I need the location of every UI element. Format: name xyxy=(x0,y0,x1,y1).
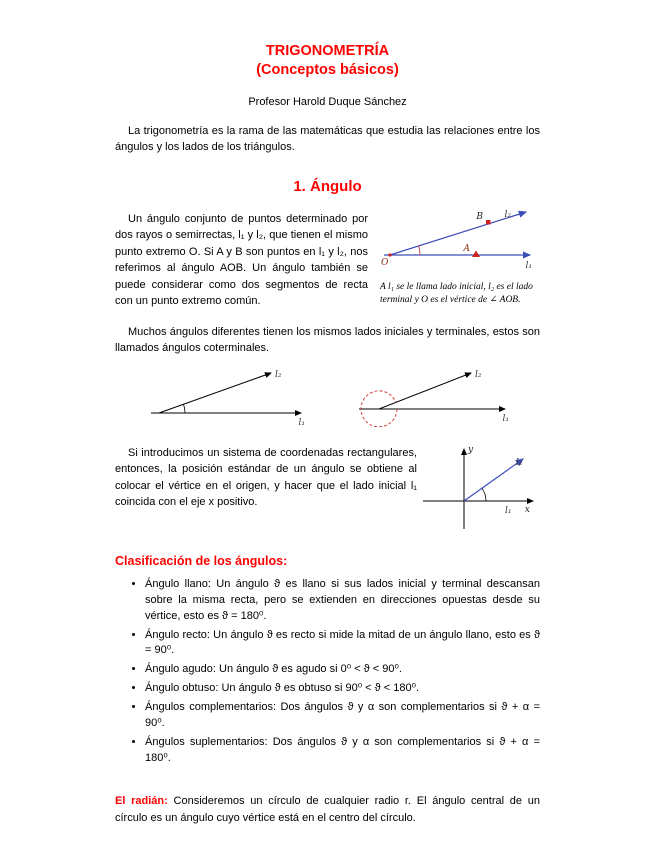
angle-arc xyxy=(419,245,420,254)
angle-arc xyxy=(482,488,486,501)
l1-label: l₁ xyxy=(502,413,509,424)
standard-position-paragraph: Si introducimos un sistema de coordenadas rectangulares, entonces, la posición estándar de un ángulo se obtiene al colocar el vértice en el origen, y hacer que el lado inicial l₁ coincida con el eje x positivo. xyxy=(115,446,417,509)
l1-label: l₁ xyxy=(525,260,532,271)
l1-label: l₁ xyxy=(298,417,305,427)
standard-position-row xyxy=(115,445,540,538)
y-axis-label: y xyxy=(468,444,474,455)
l2-label: l₂ xyxy=(474,369,481,380)
angle-arc xyxy=(183,404,185,413)
terminal-side-ray xyxy=(464,459,523,501)
classification-item-complementarios: • Ángulos complementarios: Dos ángulos ϑ y α son complementarios si ϑ + α = 90⁰. xyxy=(145,700,540,732)
l2-label: l₂ xyxy=(274,369,281,380)
terminal-side-ray xyxy=(379,373,471,409)
l1-label: l₁ xyxy=(505,505,512,516)
coterminal-figures xyxy=(115,367,540,427)
radian-text: Consideremos un círculo de cualquier radio r. El ángulo central de un círculo es un ángulo cuyo vértice está en el centro del círculo. xyxy=(115,795,540,824)
coordinate-figure xyxy=(417,441,542,533)
point-a-label: A xyxy=(463,243,470,254)
point-b-label: B xyxy=(476,211,483,222)
terminal-side-ray xyxy=(159,373,271,413)
classification-item-obtuso: • Ángulo obtuso: Un ángulo ϑ es obtuso si 90⁰ < ϑ < 180⁰. xyxy=(145,681,540,697)
angle-definition-row xyxy=(115,211,540,310)
x-axis-label: x xyxy=(524,504,530,515)
author-line: Profesor Harold Duque Sánchez xyxy=(248,95,407,108)
l2-label: l₂ xyxy=(504,209,511,220)
coterminal-figure-right xyxy=(345,367,515,427)
coordinate-figure-block xyxy=(417,441,540,538)
classification-item-agudo: • Ángulo agudo: Un ángulo ϑ es agudo si 0⁰ < ϑ < 90⁰. xyxy=(145,662,540,678)
l2-label: l₂ xyxy=(516,457,523,468)
angle-classification-list xyxy=(115,577,540,767)
classification-heading: Clasificación de los ángulos: xyxy=(115,553,288,568)
angle-figure-block xyxy=(380,205,540,310)
coterminal-figure-left xyxy=(141,367,311,427)
vertex-o-label: O xyxy=(381,257,389,268)
classification-item-llano: • Ángulo llano: Un ángulo ϑ es llano si sus lados inicial y terminal descansan sobre la misma recta, pero se extienden en direcciones opuestas desde su vértice, esto es ϑ = 180⁰. xyxy=(145,577,540,625)
angle-aob-figure xyxy=(380,205,540,271)
classification-item-suplementarios: • Ángulos suplementarios: Dos ángulos ϑ y α son complementarios si ϑ + α = 180⁰. xyxy=(145,735,540,767)
document-title: TRIGONOMETRÍA xyxy=(265,43,390,59)
intro-paragraph: La trigonometría es la rama de las matemáticas que estudia las relaciones entre los ángulos y los lados de los triángulos. xyxy=(115,124,540,154)
section-1-heading: 1. Ángulo xyxy=(293,177,362,195)
document-subtitle: (Conceptos básicos) xyxy=(256,61,399,78)
point-b-marker xyxy=(486,220,491,225)
radian-label: El radián: xyxy=(115,795,168,807)
classification-item-recto: • Ángulo recto: Un ángulo ϑ es recto si mide la mitad de un ángulo llano, esto es ϑ = 90⁰. xyxy=(145,628,540,660)
radian-paragraph xyxy=(115,793,540,826)
coterminal-paragraph: Muchos ángulos diferentes tienen los mismos lados iniciales y terminales, estos son llamados ángulos coterminales. xyxy=(115,325,540,355)
angle-figure-caption: A l₁ se le llama lado inicial, l₂ es el lado terminal y O es el vértice de ∠ AOB. xyxy=(380,281,533,305)
vertex-point xyxy=(388,253,391,256)
point-a-marker xyxy=(472,250,480,257)
angle-definition-paragraph: Un ángulo conjunto de puntos determinado por dos rayos o semirrectas, l₁ y l₂, que tienen el mismo punto extremo O. Si A y B son puntos en l₁ y l₂, nos referimos al ángulo AOB. Un ángulo también se puede considerar como dos segmentos de recta con un punto extremo común. xyxy=(115,212,368,308)
